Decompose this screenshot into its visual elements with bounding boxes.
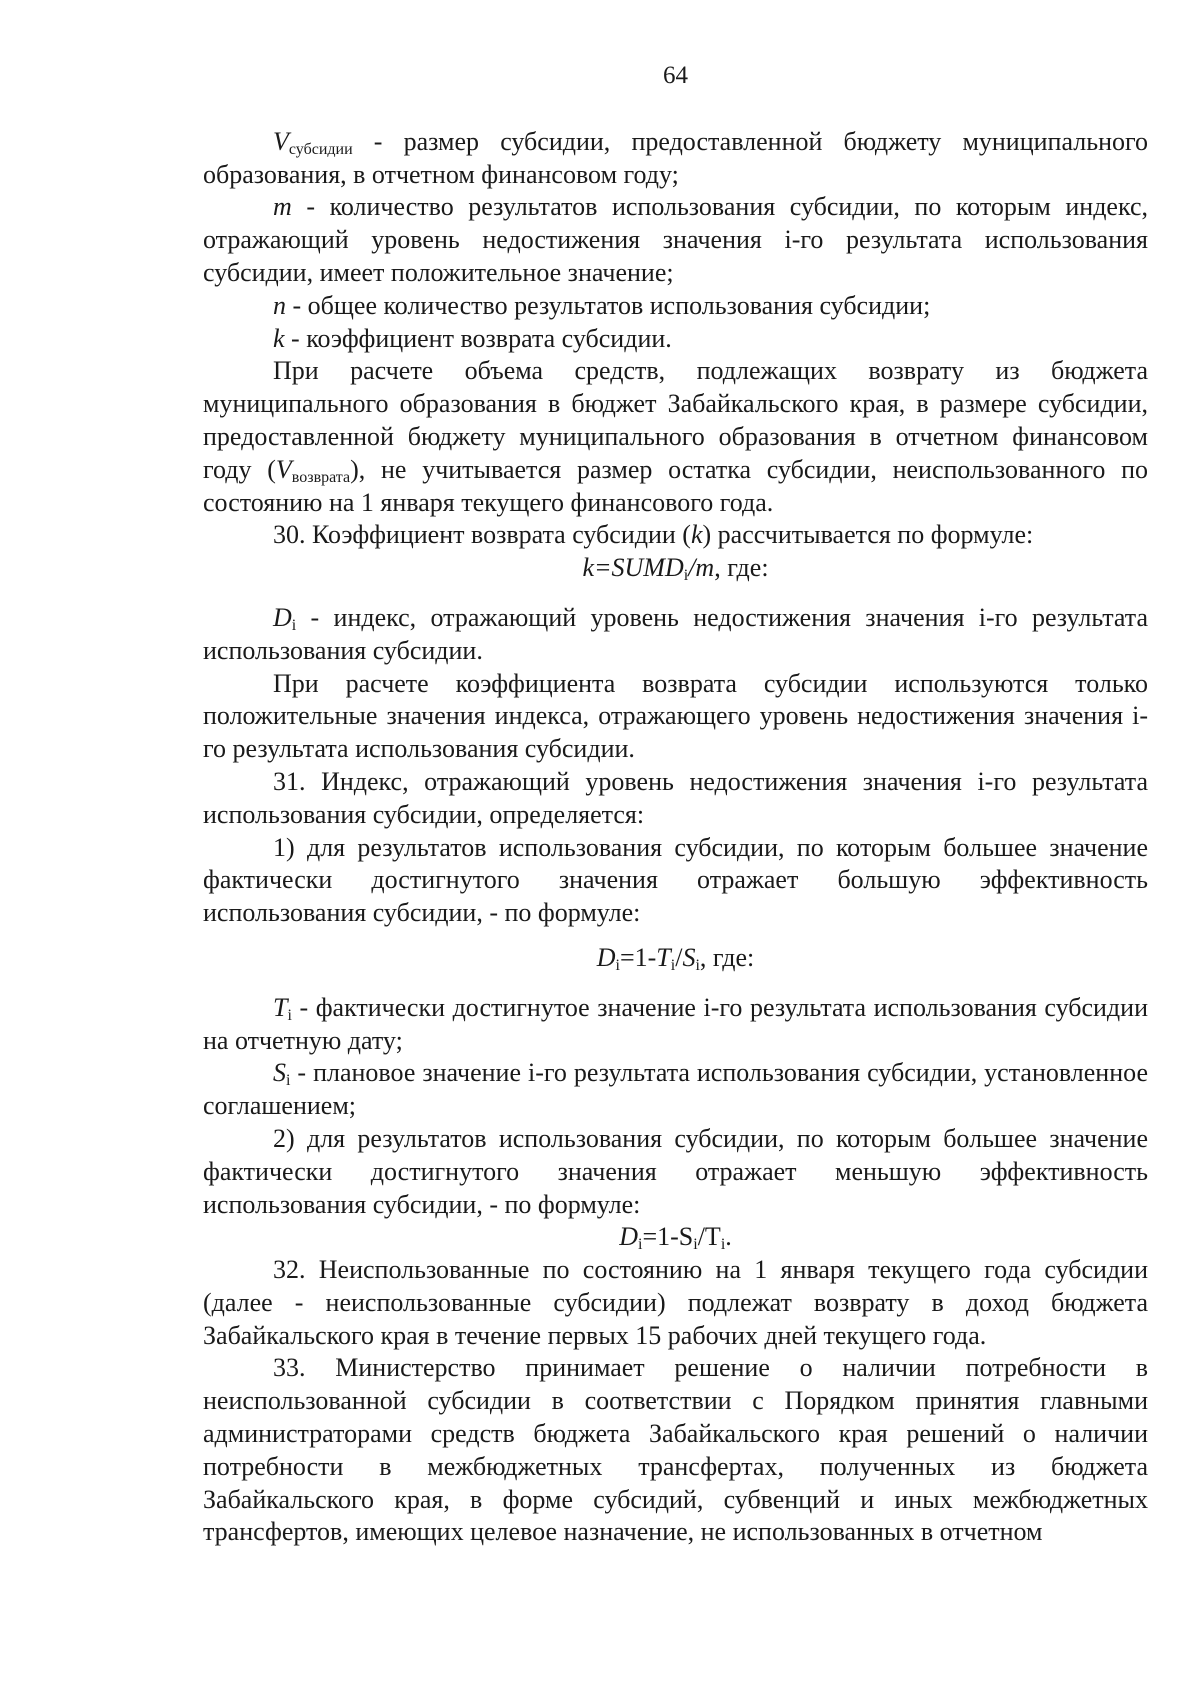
definition-t: $T_i$ - фактически достигнутое значение i-го результата использования субсидии на отчетную дату; bbox=[203, 992, 1148, 1055]
paragraph-32: 32. Неиспользованные по состоянию на 1 января текущего года субсидии (далее - неиспользованные субсидии) подлежат возврату в доход бюджета Забайкальского края в течение первых 15 рабочих дней текущего года. bbox=[203, 1255, 1148, 1350]
definition-d: $D_i$ - индекс, отражающий уровень недостижения значения i-го результата использования субсидии. bbox=[203, 602, 1148, 665]
paragraph-31-item-2: 2) для результатов использования субсидии, по которым большее значение фактически достигнутого значения отражает меньшую эффективность использования субсидии, - по формуле: bbox=[203, 1123, 1148, 1219]
formula-d-2: $D_i=1-S_i/T_i$. bbox=[619, 1222, 732, 1254]
paragraph-33: 33. Министерство принимает решение о наличии потребности в неиспользованной субсидии в соответствии с Порядком принятия главными администраторами средств бюджета Забайкальского края решений о наличии потребности в межбюджетных трансфертах, полученных из бюджета Забайкальского края, в форме субсидий, субвенций и иных межбюджетных трансфертов, имеющих целевое назначение, не использованных в отчетном bbox=[203, 1353, 1148, 1547]
formula-d-1: $D_i=1-T_i/S_i$, где: bbox=[596, 942, 755, 974]
definition-m: m - количество результатов использования субсидии, по которым индекс, отражающий уровень недостижения значения i-го результата использования субсидии, имеет положительное значение; bbox=[203, 192, 1148, 287]
paragraph-30: 30. Коэффициент возврата субсидии (k) рассчитывается по формуле: bbox=[273, 520, 1034, 550]
page-number: 64 bbox=[663, 62, 688, 89]
definition-k: k - коэффициент возврата субсидии. bbox=[273, 323, 672, 353]
definition-v-subsidy: $V_{субсидии}$ - размер субсидии, предоставленной бюджету муниципального образования, в отчетном финансовом году; bbox=[203, 126, 1148, 189]
paragraph-31: 31. Индекс, отражающий уровень недостижения значения i-го результата использования субсидии, определяется: bbox=[203, 766, 1148, 829]
document-page bbox=[203, 60, 1148, 1549]
paragraph-31-item-1: 1) для результатов использования субсидии, по которым большее значение фактически достигнутого значения отражает большую эффективность использования субсидии, - по формуле: bbox=[203, 832, 1148, 928]
definition-s: $S_i$ - плановое значение i-го результата использования субсидии, установленное соглашением; bbox=[203, 1058, 1148, 1121]
formula-k: $k=SUMD_i/m$, где: bbox=[582, 553, 769, 585]
coefficient-paragraph: При расчете коэффициента возврата субсидии используются только положительные значения индекса, отражающего уровень недостижения значения i-го результата использования субсидии. bbox=[203, 668, 1148, 764]
definition-n: n - общее количество результатов использования субсидии; bbox=[273, 290, 931, 320]
calculation-paragraph: При расчете объема средств, подлежащих возврату из бюджета муниципального образования в бюджет Забайкальского края, в размере субсидии, предоставленной бюджету муниципального образования в отчетном финансовом году $(V_{возврата})$, не учитывается размер остатка субсидии, неиспользованного по состоянию на 1 января текущего финансового года. bbox=[203, 356, 1148, 517]
